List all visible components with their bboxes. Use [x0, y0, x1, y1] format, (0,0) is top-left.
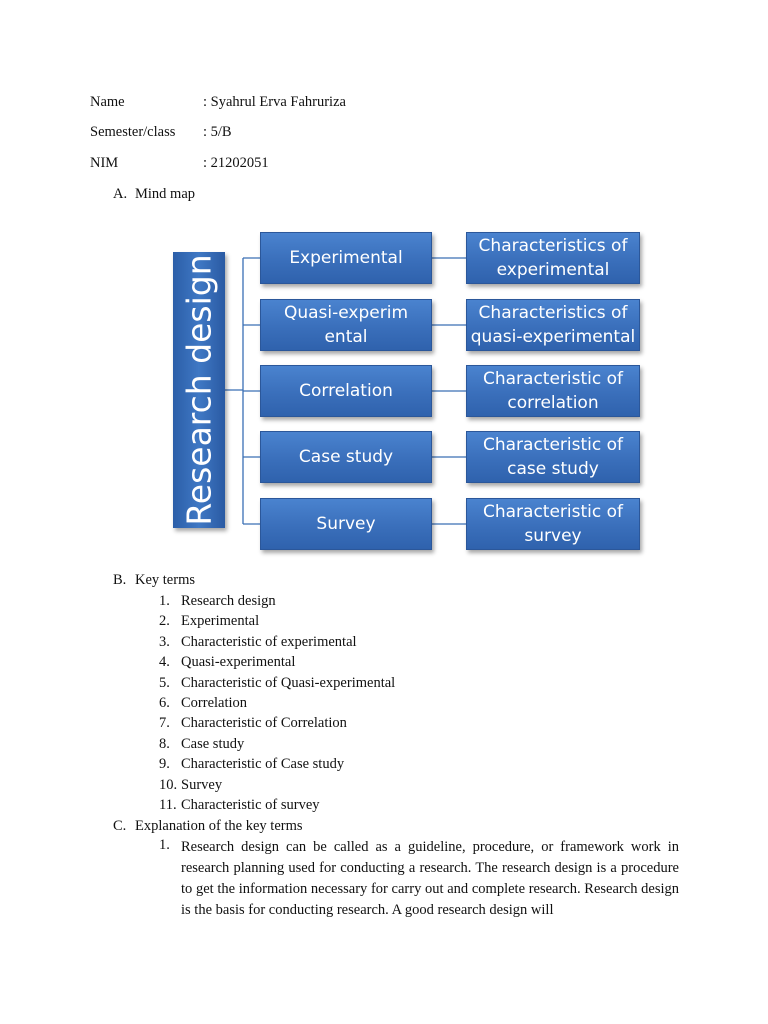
list-number: 11.: [159, 796, 177, 813]
nim-label: NIM: [90, 155, 119, 171]
list-text: Experimental: [181, 613, 260, 630]
list-text: Characteristic of Case study: [181, 756, 345, 773]
detail-node-correlation: Characteristic of correlation: [466, 365, 640, 417]
branch-node-quasi-experimental-label: Quasi-experimental: [283, 303, 409, 347]
list-text: Characteristic of Quasi-experimental: [181, 674, 396, 691]
name-label: Name: [90, 94, 125, 110]
branch-node-experimental: Experimental: [260, 232, 432, 284]
list-number: 7.: [159, 715, 170, 732]
branch-node-quasi-experimental: [260, 299, 432, 351]
list-text: Characteristic of experimental: [181, 633, 357, 650]
detail-node-quasi-experimental: Characteristics of quasi-experimental: [466, 299, 640, 351]
nim-value: : 21202051: [203, 155, 269, 171]
root-node-label: Research design: [179, 254, 219, 526]
section-b-letter: B.: [113, 572, 127, 588]
list-text: Characteristic of Correlation: [181, 715, 347, 732]
semester-value: : 5/B: [203, 124, 232, 140]
list-number: 6.: [159, 694, 170, 711]
section-b-title: Key terms: [135, 572, 195, 588]
list-number: 5.: [159, 674, 170, 691]
list-number: 2.: [159, 613, 170, 630]
list-number: 10.: [159, 776, 178, 793]
branch-node-survey: Survey: [260, 498, 432, 550]
section-a-title: Mind map: [135, 186, 196, 202]
branch-node-case-study: Case study: [260, 431, 432, 483]
explanation-number: 1.: [159, 837, 170, 853]
list-text: Case study: [181, 735, 245, 752]
list-number: 4.: [159, 654, 170, 671]
list-text: Survey: [181, 776, 223, 793]
section-c-heading: [113, 816, 303, 836]
explanation-text: Research design can be called as a guideline, procedure, or framework work in research planning used for conducting a research. The research design is a procedure to get the information necessary for carry out and complete research. Research design is the basis for conducting research. A good research design will: [181, 839, 679, 918]
section-c-letter: C.: [113, 818, 127, 834]
list-number: 1.: [159, 593, 170, 609]
semester-label: Semester/class: [90, 124, 176, 140]
list-text: Characteristic of survey: [181, 796, 320, 813]
section-a-letter: A.: [113, 186, 128, 202]
section-b-heading: [113, 570, 195, 590]
root-node: [173, 252, 225, 528]
section-a-heading: [113, 184, 195, 204]
list-text: Correlation: [181, 694, 248, 711]
section-c-title: Explanation of the key terms: [135, 818, 303, 834]
detail-node-case-study: Characteristic of case study: [466, 431, 640, 483]
name-value: : Syahrul Erva Fahruriza: [203, 94, 346, 110]
branch-node-correlation: Correlation: [260, 365, 432, 417]
list-number: 3.: [159, 633, 170, 650]
detail-node-survey: Characteristic of survey: [466, 498, 640, 550]
list-number: 9.: [159, 756, 170, 773]
list-text: Quasi-experimental: [181, 654, 296, 671]
list-text: Research design: [181, 593, 276, 609]
detail-node-experimental: Characteristics of experimental: [466, 232, 640, 284]
list-number: 8.: [159, 735, 170, 752]
